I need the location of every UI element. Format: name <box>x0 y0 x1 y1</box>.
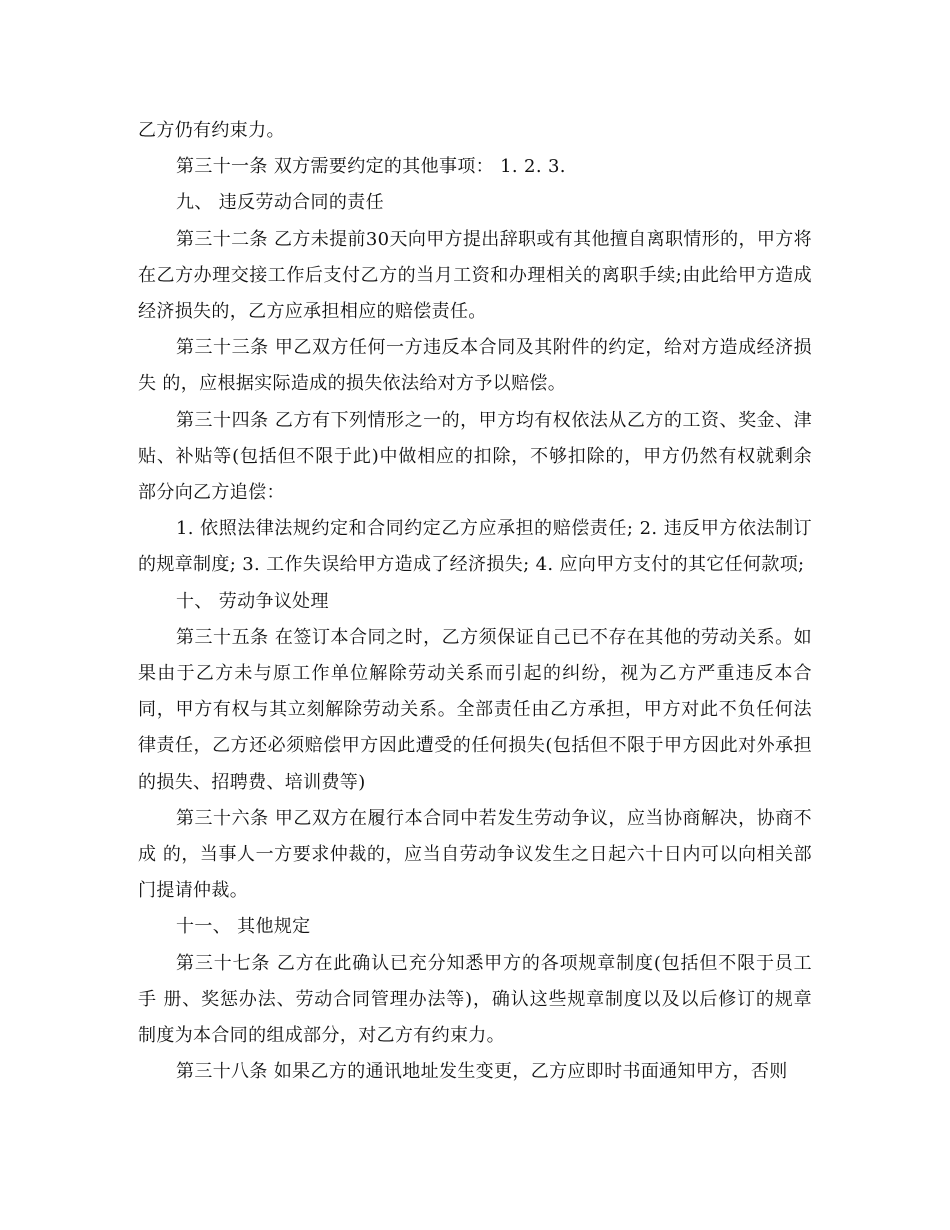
paragraph-5: 第三十三条 甲乙双方任何一方违反本合同及其附件的约定，给对方造成经济损失 的，应根据实际造成的损失依法给对方予以赔偿。 <box>138 337 812 395</box>
section-heading-11: 十一、 其他规定 <box>176 916 311 938</box>
paragraph-1: 乙方仍有约束力。 <box>138 120 285 141</box>
paragraph-9: 第三十五条 在签订本合同之时，乙方须保证自己已不存在其他的劳动关系。如果由于乙方未与原工作单位解除劳动关系而引起的纠纷，视为乙方严重违反本合同，甲方有权与其立刻解除劳动关系。全部责任由乙方承担，甲方对此不负任何法律责任，乙方还必须赔偿甲方因此遭受的任何损失(包括但不限于甲方因此对外承担的损失、招聘费、培训费等) <box>138 626 812 793</box>
document-page <box>138 113 812 1090</box>
paragraph-12: 第三十七条 乙方在此确认已充分知悉甲方的各项规章制度(包括但不限于员工手 册、奖惩办法、劳动合同管理办法等)，确认这些规章制度以及以后修订的规章制度为本合同的组成部分，对乙方有约束力。 <box>138 952 812 1047</box>
section-heading-9: 九、 违反劳动合同的责任 <box>176 192 384 214</box>
paragraph-4: 第三十二条 乙方未提前30天向甲方提出辞职或有其他擅自离职情形的，甲方将 在乙方办理交接工作后支付乙方的当月工资和办理相关的离职手续;由此给甲方造成经济损失的，乙方应承担相应的赔偿责任。 <box>138 228 812 323</box>
paragraph-6: 第三十四条 乙方有下列情形之一的，甲方均有权依法从乙方的工资、奖金、津贴、补贴等(包括但不限于此)中做相应的扣除，不够扣除的，甲方仍然有权就剩余部分向乙方追偿： <box>138 409 812 504</box>
paragraph-13: 第三十八条 如果乙方的通讯地址发生变更，乙方应即时书面通知甲方，否则 <box>176 1061 788 1083</box>
paragraph-10: 第三十六条 甲乙双方在履行本合同中若发生劳动争议，应当协商解决，协商不成 的，当事人一方要求仲裁的，应当自劳动争议发生之日起六十日内可以向相关部门提请仲裁。 <box>138 807 812 902</box>
section-heading-10: 十、 劳动争议处理 <box>176 590 329 612</box>
paragraph-2: 第三十一条 双方需要约定的其他事项： 1. 2. 3. <box>176 156 566 178</box>
paragraph-7: 1. 依照法律法规约定和合同约定乙方应承担的赔偿责任; 2. 违反甲方依法制订的规章制度; 3. 工作失误给甲方造成了经济损失; 4. 应向甲方支付的其它任何款项; <box>138 518 812 576</box>
